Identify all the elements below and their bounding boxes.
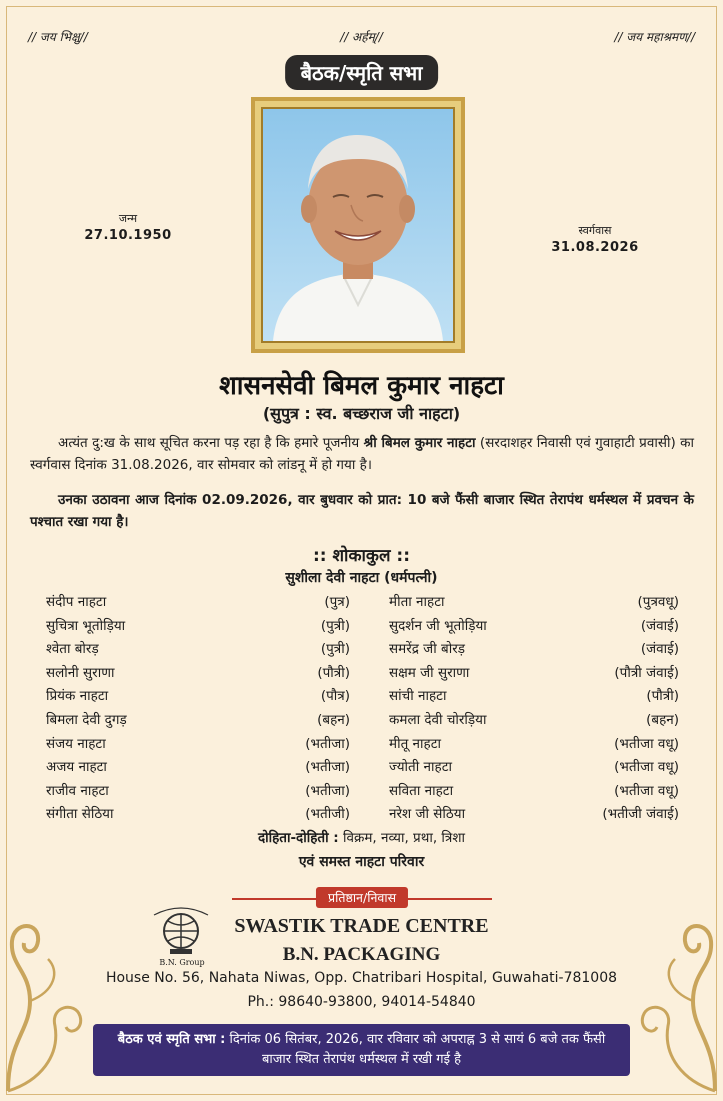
family-row bbox=[0, 663, 723, 686]
birth-label: जन्म bbox=[118, 212, 138, 225]
family-row bbox=[0, 804, 723, 827]
blessing-right: // जय महाश्रमण// bbox=[614, 30, 695, 44]
family-relation-left: (भतीजा) bbox=[305, 759, 350, 776]
portrait-photo bbox=[261, 107, 455, 343]
family-relation-right: (पौत्री जंवाई) bbox=[614, 664, 679, 681]
family-name-right: ज्योती नाहटा bbox=[389, 759, 452, 776]
banner-text: दिनांक 06 सितंबर, 2026, वार रविवार को अपराह्न 3 से सायं 6 बजे तक फैंसी बाजार स्थित तेरापंथ धर्मस्थल में रखी गई है bbox=[225, 1032, 606, 1067]
family-name-right: सुदर्शन जी भूतोड़िया bbox=[389, 617, 487, 634]
family-name-left: सुचित्रा भूतोड़िया bbox=[46, 617, 126, 634]
announcement-text bbox=[30, 432, 694, 476]
logo-caption: B.N. Group bbox=[159, 958, 205, 967]
family-row bbox=[0, 734, 723, 757]
family-relation-left: (पुत्री) bbox=[320, 617, 350, 634]
portrait-illustration bbox=[263, 109, 453, 341]
family-relation-left: (भतीजा) bbox=[305, 782, 350, 799]
family-name-right: मीता नाहटा bbox=[389, 594, 445, 610]
portrait-frame bbox=[251, 97, 465, 353]
family-relation-right: (भतीजा वधू) bbox=[614, 782, 679, 799]
announcement-pre: अत्यंत दु:ख के साथ सूचित करना पड़ रहा है कि हमारे पूजनीय bbox=[58, 435, 364, 451]
family-relation-left: (भतीजा) bbox=[305, 735, 350, 752]
banner-label: बैठक एवं स्मृति सभा : bbox=[117, 1032, 226, 1047]
family-relation-left: (पौत्र) bbox=[320, 688, 350, 705]
family-name-right: मीतू नाहटा bbox=[389, 735, 442, 752]
family-name-left: संदीप नाहटा bbox=[46, 594, 107, 610]
family-relation-right: (पौत्री) bbox=[646, 688, 679, 705]
family-row bbox=[0, 781, 723, 804]
shokakul-heading: :: शोकाकुल :: bbox=[312, 546, 411, 566]
family-row bbox=[0, 592, 723, 615]
announcement-post: (सरदाशहर निवासी एवं गुवाहाटी प्रवासी) का स्वर्गवास दिनांक 31.08.2026, वार सोमवार को लांडनू में हो गया है। bbox=[30, 435, 694, 473]
phone-numbers: Ph.: 98640-93800, 94014-54840 bbox=[247, 994, 476, 1010]
family-relation-right: (भतीजी जंवाई) bbox=[602, 806, 679, 823]
family-name-right: सविता नाहटा bbox=[389, 782, 454, 799]
family-relation-left: (बहन) bbox=[317, 712, 350, 728]
family-name-left: सलोनी सुराणा bbox=[46, 664, 115, 681]
birth-info bbox=[78, 210, 178, 244]
dohita-line bbox=[0, 828, 723, 846]
family-row bbox=[0, 710, 723, 733]
family-name-left: बिमला देवी दुगड़ bbox=[46, 712, 127, 728]
family-relation-left: (पौत्री) bbox=[317, 664, 350, 681]
family-name-left: संगीता सेठिया bbox=[46, 806, 114, 823]
family-name-left: संजय नाहटा bbox=[46, 735, 106, 752]
deceased-name: शासनसेवी बिमल कुमार नाहटा bbox=[219, 371, 504, 401]
top-blessings bbox=[28, 28, 695, 48]
death-label: स्वर्गवास bbox=[578, 224, 612, 237]
family-relation-right: (भतीजा वधू) bbox=[614, 759, 679, 776]
uthavna-text: उनका उठावना आज दिनांक 02.09.2026, वार बुधवार को प्रात: 10 बजे फैंसी बाजार स्थित तेरापंथ धर्मस्थल में प्रवचन के पश्चात रखा गया है। bbox=[30, 492, 694, 530]
family-name-left: प्रियंक नाहटा bbox=[46, 688, 109, 705]
death-date: 31.08.2026 bbox=[551, 240, 639, 255]
family-relation-left: (पुत्र) bbox=[324, 594, 350, 610]
meeting-banner bbox=[93, 1024, 630, 1076]
family-relation-right: (जंवाई) bbox=[640, 641, 679, 658]
company-name-2: B.N. PACKAGING bbox=[282, 944, 441, 965]
institution-divider bbox=[232, 887, 492, 911]
family-name-left: अजय नाहटा bbox=[46, 759, 107, 776]
institution-label: प्रतिष्ठान/निवास bbox=[316, 887, 408, 908]
family-name-right: सांची नाहटा bbox=[389, 688, 447, 705]
family-name-right: नरेश जी सेठिया bbox=[389, 806, 466, 823]
family-name-left: श्वेता बोरड़ bbox=[46, 641, 99, 658]
blessing-center: // अर्हम्// bbox=[340, 30, 383, 44]
dohita-label: दोहिता-दोहिती : bbox=[257, 830, 339, 846]
family-name-left: राजीव नाहटा bbox=[46, 782, 109, 799]
family-relation-right: (पुत्रवधू) bbox=[637, 594, 679, 610]
family-relation-right: (जंवाई) bbox=[640, 617, 679, 634]
family-row bbox=[0, 616, 723, 639]
family-relation-left: (भतीजी) bbox=[305, 806, 350, 823]
dohita-names: विक्रम, नव्या, प्रथा, त्रिशा bbox=[338, 830, 466, 846]
wife-name: सुशीला देवी नाहटा (धर्मपत्नी) bbox=[285, 570, 438, 586]
family-relation-right: (बहन) bbox=[646, 712, 679, 728]
announcement-highlight: श्री बिमल कुमार नाहटा bbox=[363, 435, 476, 451]
family-row bbox=[0, 757, 723, 780]
company-name-1: SWASTIK TRADE CENTRE bbox=[234, 915, 489, 937]
family-row bbox=[0, 639, 723, 662]
family-relation-right: (भतीजा वधू) bbox=[614, 735, 679, 752]
page-title: बैठक/स्मृति सभा bbox=[285, 55, 439, 90]
family-name-right: कमला देवी चोरड़िया bbox=[389, 712, 487, 728]
death-info bbox=[545, 222, 645, 256]
father-name: (सुपुत्र : स्व. बच्छराज जी नाहटा) bbox=[262, 404, 461, 423]
blessing-left: // जय भिक्षु// bbox=[28, 30, 88, 44]
family-row bbox=[0, 686, 723, 709]
family-name-right: सक्षम जी सुराणा bbox=[389, 664, 470, 681]
family-name-right: समरेंद्र जी बोरड़ bbox=[389, 641, 465, 658]
family-closing: एवं समस्त नाहटा परिवार bbox=[298, 854, 425, 870]
family-relation-left: (पुत्री) bbox=[320, 641, 350, 658]
address: House No. 56, Nahata Niwas, Opp. Chatribari Hospital, Guwahati-781008 bbox=[105, 970, 618, 986]
birth-date: 27.10.1950 bbox=[84, 228, 172, 243]
